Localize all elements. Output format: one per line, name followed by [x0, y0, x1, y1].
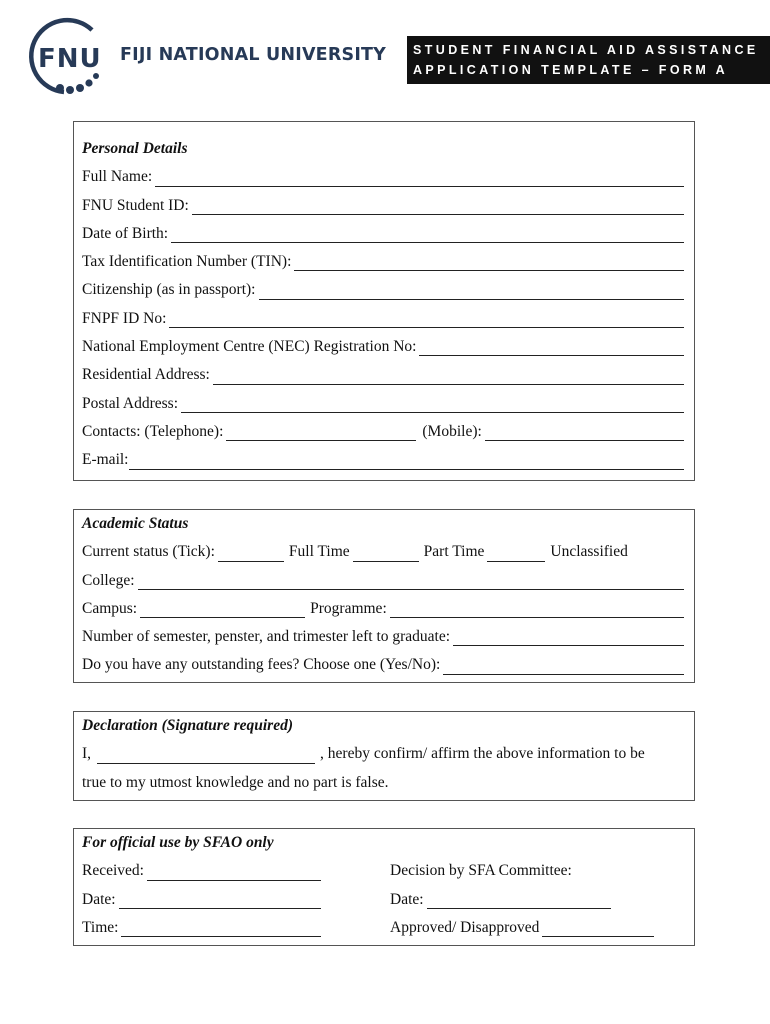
part-time-tick[interactable]: [353, 544, 419, 562]
declaration-section: [73, 711, 695, 801]
programme-label: Programme:: [310, 599, 387, 617]
unclassified-tick[interactable]: [487, 544, 545, 562]
tin-row: [82, 248, 686, 276]
campus-label: Campus:: [82, 599, 138, 617]
student-id-label: FNU Student ID:: [82, 196, 189, 214]
received-field[interactable]: [147, 863, 321, 881]
university-name: FIJI NATIONAL UNIVERSITY: [120, 45, 387, 65]
postal-row: [82, 390, 686, 418]
official-date-row: [82, 886, 686, 914]
date-right-cell: [384, 886, 686, 914]
full-time-label: Full Time: [288, 543, 350, 561]
telephone-field[interactable]: [226, 423, 416, 441]
received-cell: [82, 857, 384, 885]
dob-label: Date of Birth:: [82, 224, 169, 242]
decision-cell: [384, 857, 686, 885]
mobile-field[interactable]: [485, 423, 684, 441]
declaration-prefix: I,: [82, 745, 92, 763]
postal-label: Postal Address:: [82, 394, 179, 412]
dob-row: [82, 220, 686, 248]
fnpf-field[interactable]: [169, 310, 684, 328]
email-row: [82, 446, 686, 474]
declaration-heading: Declaration (Signature required): [82, 717, 293, 734]
telephone-label: Contacts: (Telephone):: [82, 422, 224, 440]
declaration-line1: [82, 740, 686, 768]
email-label: E-mail:: [82, 451, 129, 469]
personal-details-section: [73, 121, 695, 481]
fees-row: [82, 651, 686, 679]
date-left-label: Date:: [82, 890, 116, 908]
campus-field[interactable]: [140, 600, 305, 618]
decision-label: Decision by SFA Committee:: [390, 862, 572, 880]
time-label: Time:: [82, 918, 119, 936]
fees-label: Do you have any outstanding fees? Choose one (Yes/No):: [82, 656, 441, 674]
approved-field[interactable]: [542, 919, 654, 937]
official-heading: For official use by SFAO only: [82, 834, 274, 851]
college-label: College:: [82, 571, 135, 589]
contacts-row: [82, 418, 686, 446]
residential-label: Residential Address:: [82, 366, 210, 384]
tin-field[interactable]: [294, 253, 684, 271]
nec-label: National Employment Centre (NEC) Registration No:: [82, 338, 417, 356]
form-title-line1: STUDENT FINANCIAL AID ASSISTANCE: [413, 43, 759, 57]
full-time-tick[interactable]: [218, 544, 284, 562]
unclassified-label: Unclassified: [550, 543, 628, 561]
received-label: Received:: [82, 862, 144, 880]
full-name-label: Full Name:: [82, 168, 153, 186]
programme-field[interactable]: [390, 600, 684, 618]
approved-label: Approved/ Disapproved: [390, 918, 540, 936]
part-time-label: Part Time: [423, 543, 485, 561]
college-row: [82, 567, 686, 595]
approved-cell: [384, 914, 686, 942]
fees-field[interactable]: [443, 657, 684, 675]
date-right-field[interactable]: [427, 891, 611, 909]
received-row: [82, 857, 686, 885]
academic-status-section: [73, 509, 695, 683]
time-cell: [82, 914, 384, 942]
tin-label: Tax Identification Number (TIN):: [82, 253, 292, 271]
date-left-cell: [82, 886, 384, 914]
declaration-line2: true to my utmost knowledge and no part is false.: [82, 773, 389, 791]
mobile-label: (Mobile):: [422, 422, 482, 440]
declaration-suffix: , hereby confirm/ affirm the above information to be: [320, 745, 645, 763]
fnpf-label: FNPF ID No:: [82, 309, 167, 327]
date-right-label: Date:: [390, 890, 424, 908]
email-field[interactable]: [129, 452, 685, 470]
citizenship-field[interactable]: [259, 282, 685, 300]
form-title: [407, 36, 770, 84]
fnpf-row: [82, 305, 686, 333]
dob-field[interactable]: [171, 225, 684, 243]
citizenship-row: [82, 276, 686, 304]
residential-row: [82, 361, 686, 389]
academic-heading: Academic Status: [82, 515, 189, 532]
semesters-field[interactable]: [453, 628, 684, 646]
nec-row: [82, 333, 686, 361]
full-name-field[interactable]: [155, 169, 684, 187]
student-id-row: [82, 192, 686, 220]
personal-heading: Personal Details: [82, 140, 188, 157]
official-use-section: [73, 828, 695, 946]
declarant-name-field[interactable]: [97, 746, 315, 764]
nec-field[interactable]: [419, 338, 684, 356]
time-field[interactable]: [121, 919, 321, 937]
form-title-line2: APPLICATION TEMPLATE – FORM A: [413, 63, 729, 77]
logo-text: FNU: [38, 44, 102, 74]
date-left-field[interactable]: [119, 891, 321, 909]
postal-field[interactable]: [181, 395, 684, 413]
campus-row: [82, 595, 686, 623]
citizenship-label: Citizenship (as in passport):: [82, 281, 256, 299]
full-name-row: [82, 163, 686, 191]
semesters-label: Number of semester, penster, and trimester left to graduate:: [82, 628, 451, 646]
official-time-row: [82, 914, 686, 942]
student-id-field[interactable]: [192, 197, 684, 215]
current-status-label: Current status (Tick):: [82, 543, 215, 561]
college-field[interactable]: [138, 572, 684, 590]
residential-field[interactable]: [213, 367, 684, 385]
semesters-row: [82, 623, 686, 651]
current-status-row: [82, 538, 686, 566]
